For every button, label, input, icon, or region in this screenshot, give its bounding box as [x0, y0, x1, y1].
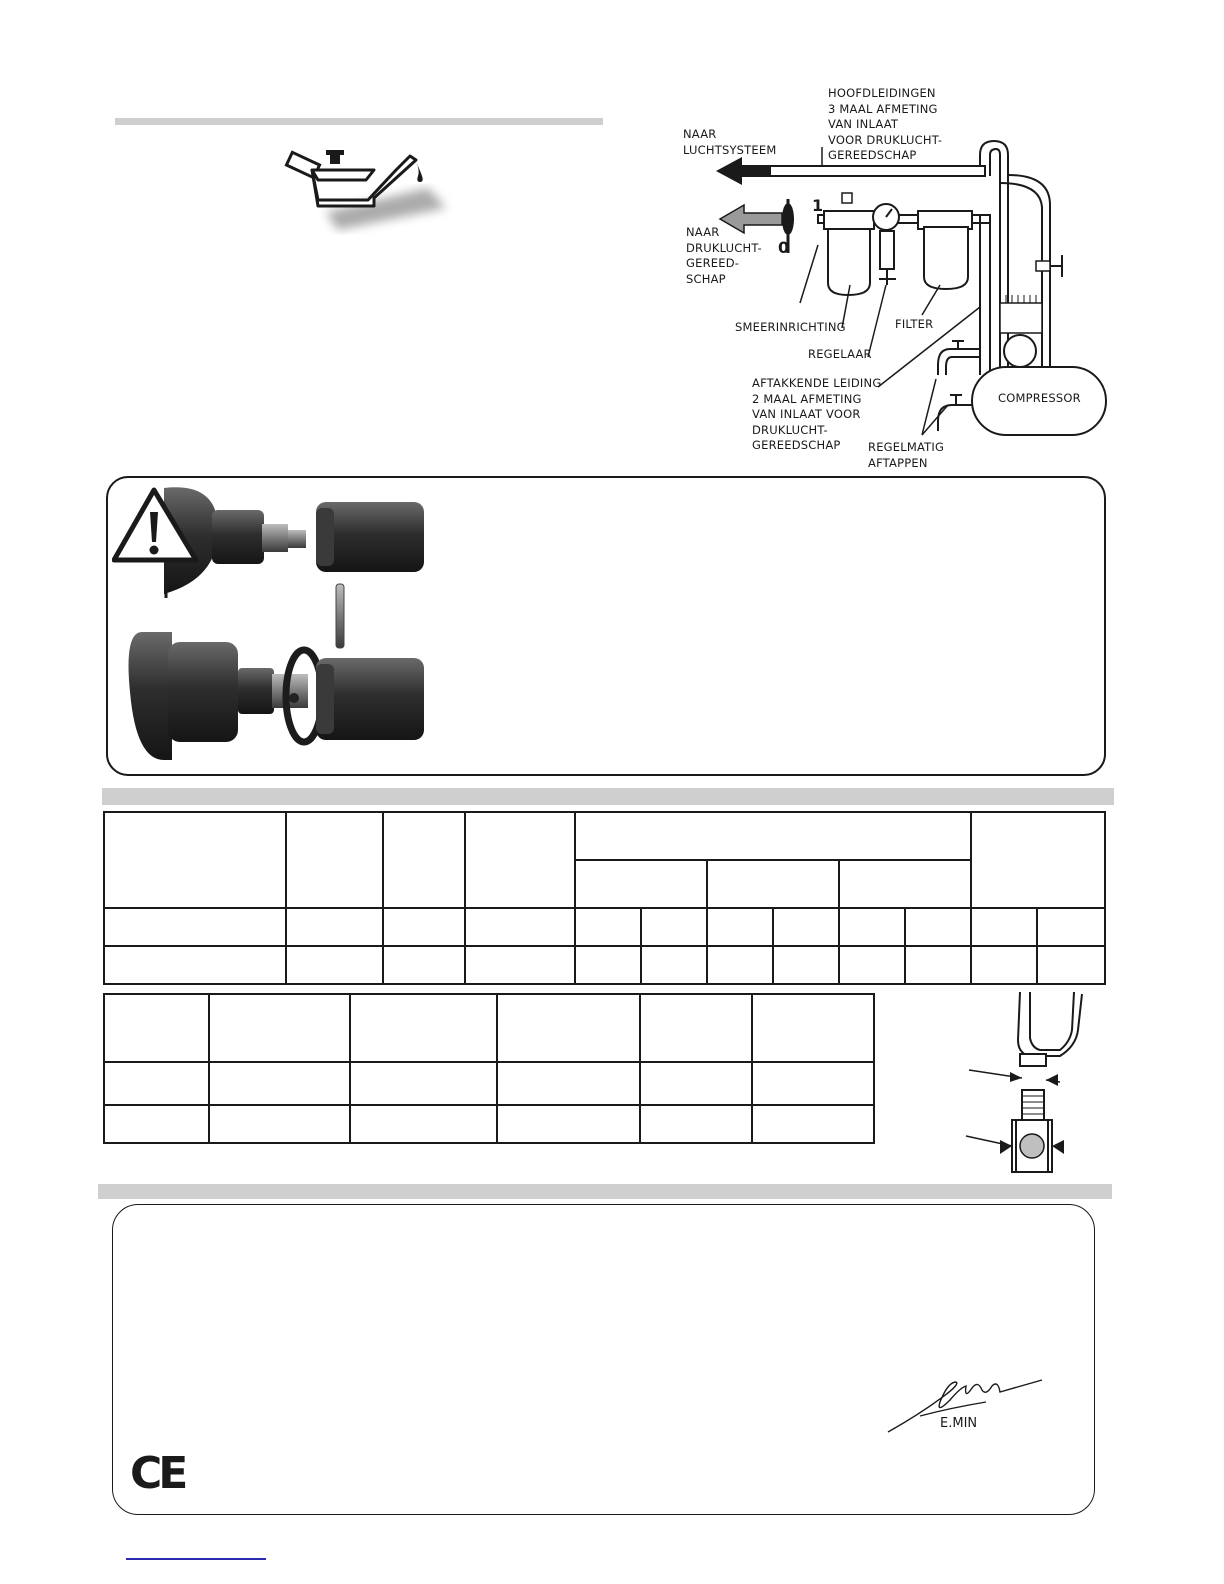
socket-illustration — [112, 482, 442, 766]
specifications-table-2 — [103, 993, 875, 1144]
section-divider-top-left — [115, 118, 603, 125]
specifications-table-1 — [103, 811, 1106, 985]
lubricator — [828, 227, 870, 295]
filter — [924, 227, 968, 289]
main-air-line — [770, 166, 985, 176]
ce-mark-icon: CE — [130, 1448, 185, 1499]
label-branch-line: AFTAKKENDE LEIDING 2 MAAL AFMETING VAN INLAAT VOOR DRUKLUCHT- GEREEDSCHAP — [752, 376, 882, 452]
signatory-name: E.MIN — [940, 1416, 978, 1431]
section-divider-specs — [102, 788, 1114, 805]
label-filter: FILTER — [895, 317, 934, 331]
footer-rule — [126, 1558, 266, 1560]
label-main-lines: HOOFDLEIDINGEN 3 MAAL AFMETING VAN INLAAT VOOR DRUKLUCHT- GEREEDSCHAP — [828, 86, 943, 162]
label-regulator: REGELAAR — [808, 347, 872, 361]
retaining-pin — [336, 584, 344, 648]
oil-can-icon — [278, 148, 458, 238]
label-to-air-system: NAAR LUCHTSYSTEEM — [683, 127, 777, 157]
air-inlet-illustration — [964, 990, 1094, 1176]
section-divider-declaration — [98, 1184, 1112, 1199]
label-to-tool: NAAR DRUKLUCHT- GEREED- SCHAP — [686, 225, 762, 286]
arrow-to-air-system — [716, 157, 770, 185]
label-compressor: COMPRESSOR — [998, 391, 1081, 405]
label-drain: REGELMATIG AFTAPPEN — [868, 440, 945, 470]
valve-label-off: 0 — [778, 238, 790, 257]
label-lubricator: SMEERINRICHTING — [735, 320, 846, 334]
declaration-box — [112, 1204, 1095, 1515]
valve-label-on: 1 — [812, 196, 824, 215]
